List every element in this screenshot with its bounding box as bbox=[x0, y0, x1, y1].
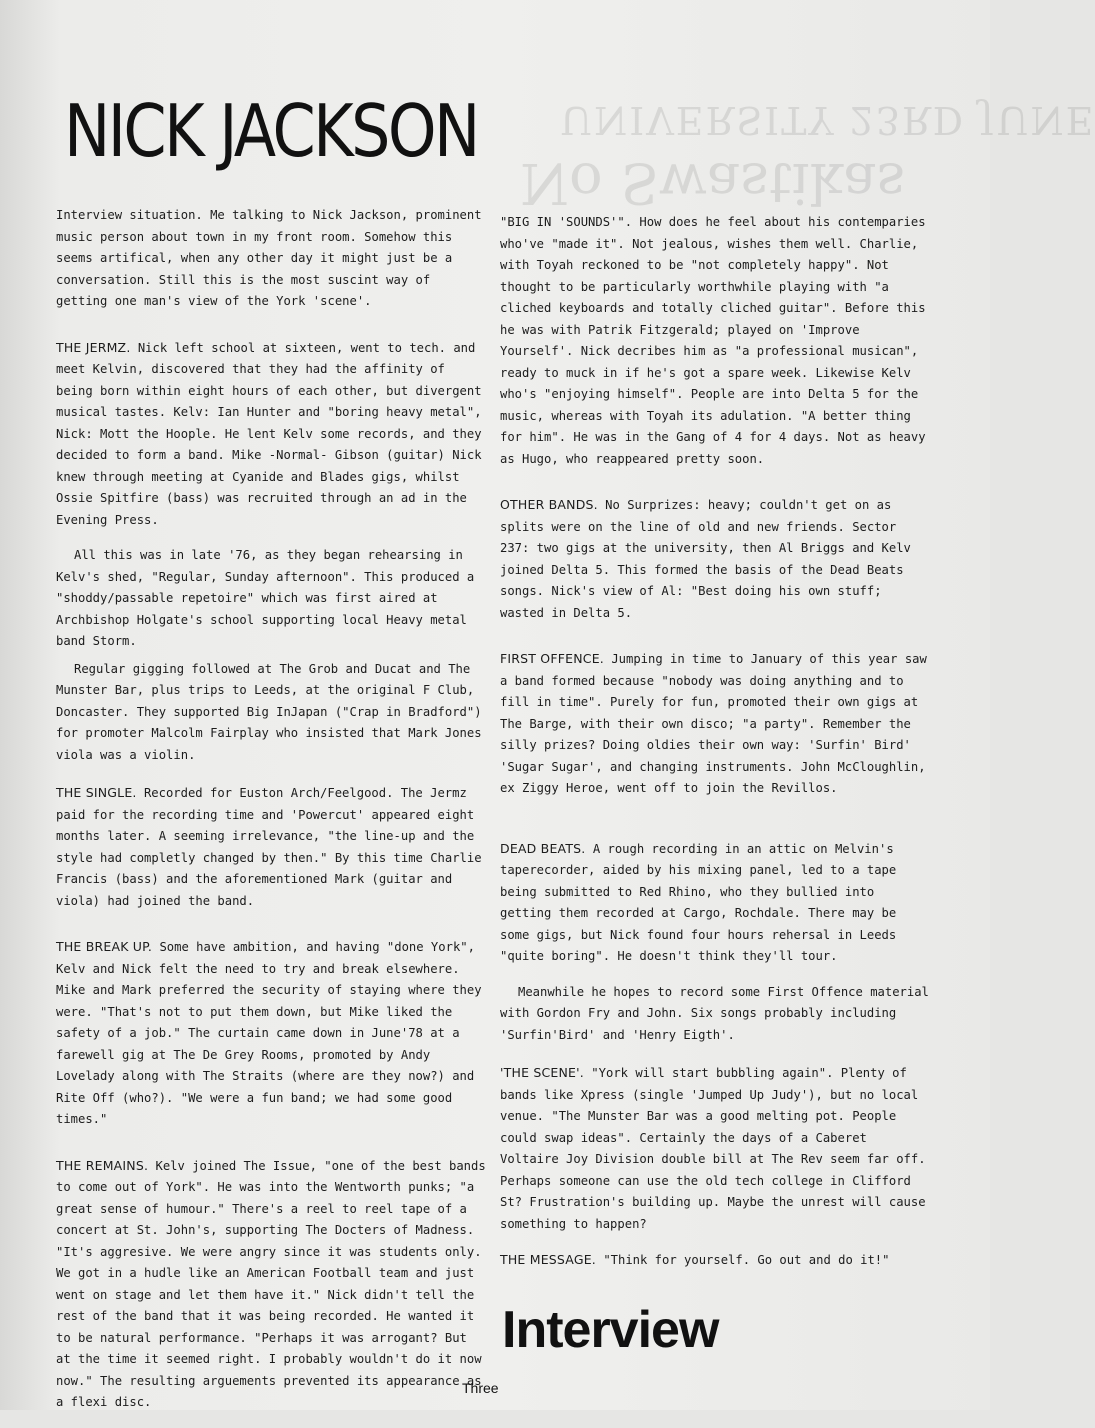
paragraph-text: Recorded for Euston Arch/Feelgood. The Jermz paid for the recording time and 'Powercut' appeared eight months later. A seeming irrelevance, "the line-up and the style had completly changed by then." By this time Charlie Francis (bass) and the aforementioned Mark (guitar and viola) had joined the band. bbox=[56, 786, 482, 908]
section-heading: THE BREAK UP. bbox=[56, 939, 153, 954]
paragraph-remains bbox=[56, 1155, 486, 1414]
show-through-text-line-2: No Swastikas bbox=[520, 150, 906, 215]
paragraph-late-76 bbox=[56, 545, 486, 653]
paragraph-single bbox=[56, 782, 486, 912]
section-heading: THE REMAINS. bbox=[56, 1157, 149, 1173]
article-title: NICK JACKSON bbox=[64, 89, 478, 173]
left-column bbox=[56, 205, 486, 1428]
paragraph-dead-beats bbox=[500, 838, 932, 968]
paragraph-text: "Think for yourself. Go out and do it!" bbox=[595, 1253, 890, 1267]
paragraph-text: Some have ambition, and having "done York", Kelv and Nick felt the need to try and break elsewhere. Mike and Mark preferred the security of staying where they were. "That's not to put them down, but Mike liked the safety of a job." The curtain came down in June'78 at a farewell gig at The De Grey Rooms, promoted by Andy Lovelady along with The Straits (where are they now?) and Rite Off (who?). "We were a fun band; we had some good times." bbox=[56, 940, 482, 1126]
show-through-text-line-1: UNIVERSITY 23RD JUNE bbox=[560, 98, 1095, 142]
paragraph-meanwhile bbox=[500, 982, 932, 1047]
section-heading: 'THE SCENE'. bbox=[500, 1065, 584, 1080]
paragraph-regular-gigging bbox=[56, 659, 486, 767]
paragraph-text: Interview situation. Me talking to Nick Jackson, prominent music person about town in my front room. Somehow this seems artifical, when any other day it might just be a conversation. Still this is the most suscint way of getting one man's view of the York 'scene'. bbox=[56, 208, 482, 308]
section-heading: FIRST OFFENCE. bbox=[500, 651, 604, 666]
paragraph-the-scene bbox=[500, 1062, 932, 1235]
paragraph-text: A rough recording in an attic on Melvin's taperecorder, aided by his mixing panel, led to a tape being submitted to Red Rhino, who they bullied into getting them recorded at Cargo, Rochdale. There may be some gigs, but Nick found four hours rehersal in Leeds "quite boring". He doesn't think they'll tour. bbox=[500, 841, 897, 963]
section-heading: THE SINGLE. bbox=[56, 785, 137, 800]
paragraph-text: "BIG IN 'SOUNDS'". How does he feel about his contemparies who've "made it". Not jealous, wishes them well. Charlie, with Toyah reckoned to be "not completely happy". Not thought to be particularly worthwhile playing with "a cliched keyboards and totally cliched guitar". Before this he was with Patrik Fitzgerald; played on 'Improve Yourself'. Nick decribes him as "a professional musican", ready to muck in if he's got a spare week. Likewise Kelv who's "enjoying himself". People are into Delta 5 for the music, whereas with Toyah its adulation. "A better thing for him". He was in the Gang of 4 for 4 days. Not as heavy as Hugo, who reappeared pretty soon. bbox=[500, 215, 926, 466]
paragraph-text: Regular gigging followed at The Grob and Ducat and The Munster Bar, plus trips to Leeds, at the original F Club, Doncaster. They supported Big InJapan ("Crap in Bradford") for promoter Malcolm Fairplay who insisted that Mark Jones viola was a violin. bbox=[56, 661, 482, 762]
paragraph-text: Kelv joined The Issue, "one of the best bands to come out of York". He was into the Wentworth punks; "a great sense of humour." There's a reel to reel tape of a concert at St. John's, supporting The Docters of Madness. "It's aggresive. We were angry since it was students only. We got in a hudle like an American Football team and just went on stage and let them have it." Nick didn't tell the rest of the band that it was being recorded. He wanted it to be natural performance. "Perhaps it was arrogant? But at the time it seemed right. I probably wouldn't do it now now." The resulting arguements prevented its appearance as a flexi disc. bbox=[56, 1158, 486, 1409]
paragraph-text: All this was in late '76, as they began rehearsing in Kelv's shed, "Regular, Sunday afternoon". This produced a "shoddy/passable repetoire" which was first aired at Archbishop Holgate's school supporting local Heavy metal band Storm. bbox=[56, 548, 475, 648]
paragraph-first-offence bbox=[500, 648, 932, 800]
paragraph-the-message bbox=[500, 1249, 932, 1272]
section-label-interview: Interview bbox=[502, 1301, 719, 1359]
paragraph-intro bbox=[56, 205, 486, 313]
right-column bbox=[500, 212, 932, 1286]
section-heading: THE JERMZ. bbox=[56, 339, 131, 355]
paragraph-break-up bbox=[56, 936, 486, 1131]
paragraph-text: Meanwhile he hopes to record some First Offence material with Gordon Fry and John. Six songs probably including 'Surfin'Bird' and 'Henry Eigth'. bbox=[500, 984, 929, 1042]
paragraph-big-in-sounds bbox=[500, 212, 932, 470]
section-heading: THE MESSAGE. bbox=[500, 1252, 596, 1267]
paragraph-jermz bbox=[56, 337, 486, 532]
paragraph-text: Jumping in time to January of this year saw a band formed because "nobody was doing anything and to fill in time". Purely for fun, promoted their own gigs at The Barge, with their own disco; "a party". Remember the silly prizes? Doing oldies their own way: 'Surfin' Bird' 'Sugar Sugar', and changing instruments. John McCloughlin, ex Ziggy Heroe, went off to join the Revillos. bbox=[500, 652, 927, 795]
paragraph-text: Nick left school at sixteen, went to tech. and meet Kelvin, discovered that they had the affinity of being born within eight hours of each other, but divergent musical tastes. Kelv: Ian Hunter and "boring heavy metal", Nick: Mott the Hoople. He lent Kelv some records, and they decided to form a band. Mike -Normal- Gibson (guitar) Nick knew through meeting at Cyanide and Blades gigs, whilst Ossie Spitfire (bass) was recruited through an ad in the Evening Press. bbox=[56, 340, 482, 527]
paragraph-other-bands bbox=[500, 494, 932, 624]
section-heading: OTHER BANDS. bbox=[500, 497, 598, 512]
section-heading: DEAD BEATS. bbox=[500, 840, 586, 856]
paragraph-text: "York will start bubbling again". Plenty of bands like Xpress (single 'Jumped Up Judy'), but no local venue. "The Munster Bar was a good melting pot. People could swap ideas". Certainly the days of a Caberet Voltaire Joy Division double bill at The Rev seem far off. Perhaps someone can use the old tech college in Clifford St? Frustration's building up. Maybe the unrest will cause something to happen? bbox=[500, 1066, 926, 1231]
paragraph-text: No Surprizes: heavy; couldn't get on as splits were on the line of old and new friends. Sector 237: two gigs at the university, then Al Briggs and Kelv joined Delta 5. This formed the basis of the Dead Beats songs. Nick's view of Al: "Best doing his own stuff; wasted in Delta 5. bbox=[500, 498, 911, 620]
page-number: Three bbox=[462, 1380, 499, 1396]
